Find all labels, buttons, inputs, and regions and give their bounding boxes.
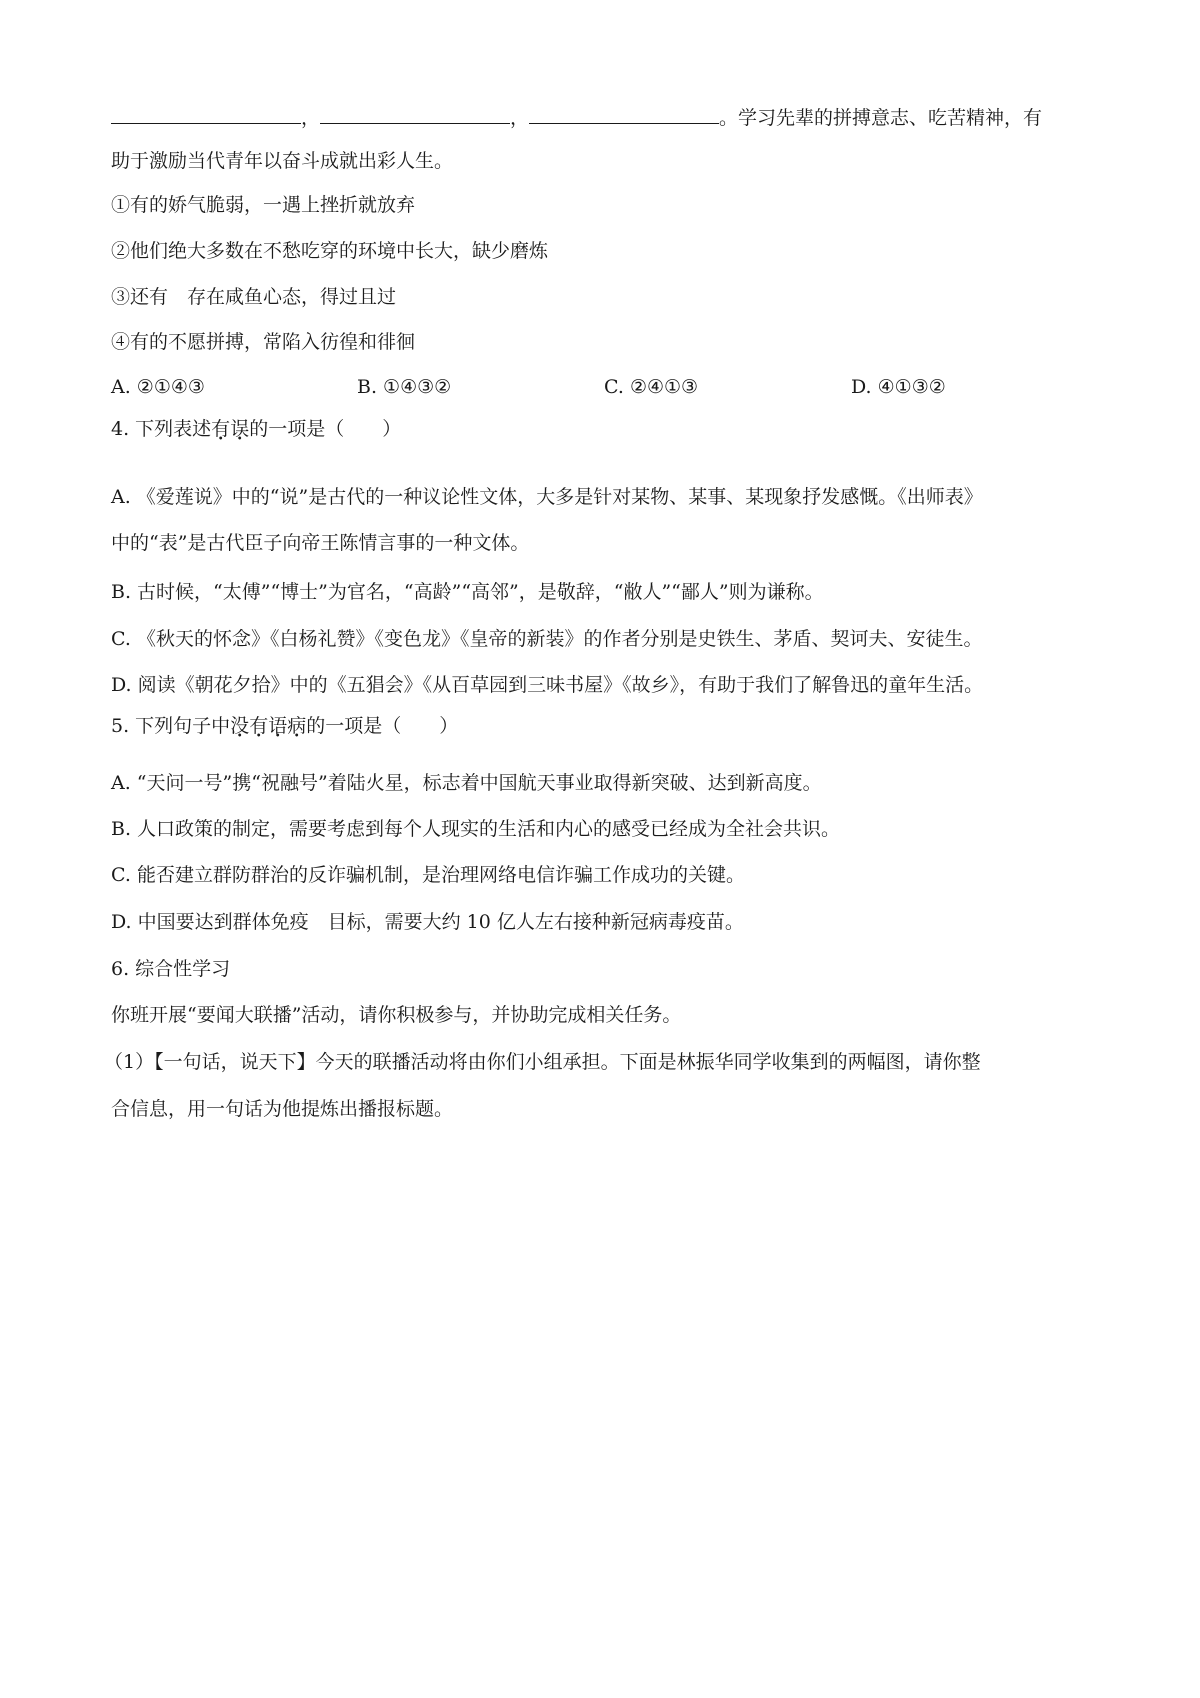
q6-title: 6. 综合性学习 <box>111 958 231 980</box>
q3-option-c[interactable]: C. ②④①③ <box>604 376 699 398</box>
q3-item-3: ③还有 存在咸鱼心态，得过且过 <box>111 286 397 308</box>
q4-option-c[interactable]: C. 《秋天的怀念》《白杨礼赞》《变色龙》《皇帝的新装》的作者分别是史铁生、茅盾、契诃夫、安徒生。 <box>111 628 983 650</box>
q3-option-a[interactable]: A. ②①④③ <box>111 376 205 398</box>
q3-option-d[interactable]: D. ④①③② <box>851 376 946 398</box>
q6-subtask-1-line1: （1）【一句话，说天下】今天的联播活动将由你们小组承担。下面是林振华同学收集到的两幅图，请你整 <box>104 1051 981 1073</box>
q4-option-a-line1[interactable]: A. 《爱莲说》中的“说”是古代的一种议论性文体，大多是针对某物、某事、某现象抒发感慨。《出师表》 <box>111 486 983 508</box>
emphasis-char: 有 <box>249 715 269 737</box>
emphasis-char: 没 <box>230 715 250 737</box>
q4-stem <box>111 416 401 442</box>
q3-item-2: ②他们绝大多数在不愁吃穿的环境中长大，缺少磨炼 <box>111 240 549 262</box>
q4-stem-prefix: 4. 下列表述 <box>111 418 212 440</box>
q4-stem-suffix: 的一项是（ ） <box>249 418 402 440</box>
q4-option-a-line2: 中的“表”是古代臣子向帝王陈情言事的一种文体。 <box>111 532 530 554</box>
q3-sentence-tail: 。学习先辈的拼搏意志、吃苦精神，有 <box>719 107 1043 129</box>
q3-option-b[interactable]: B. ①④③② <box>357 376 452 398</box>
q5-stem-suffix: 的一项是（ ） <box>306 715 459 737</box>
emphasis-char: 语 <box>268 715 288 737</box>
q3-sentence-line2: 助于激励当代青年以奋斗成就出彩人生。 <box>111 150 454 172</box>
blank-separator: ， <box>510 107 530 129</box>
answer-blank-1[interactable] <box>111 103 301 124</box>
q5-stem-prefix: 5. 下列句子中 <box>111 715 231 737</box>
q5-stem <box>111 713 458 739</box>
q4-option-d[interactable]: D. 阅读《朝花夕拾》中的《五猖会》《从百草园到三味书屋》《故乡》，有助于我们了解鲁迅的童年生活。 <box>111 674 984 696</box>
emphasis-char: 误 <box>230 418 250 440</box>
answer-blank-2[interactable] <box>320 103 510 124</box>
q3-item-4: ④有的不愿拼搏，常陷入彷徨和徘徊 <box>111 331 416 353</box>
q6-intro: 你班开展“要闻大联播”活动，请你积极参与，并协助完成相关任务。 <box>111 1004 682 1026</box>
emphasis-char: 病 <box>287 715 307 737</box>
q5-option-a[interactable]: A. “天问一号”携“祝融号”着陆火星，标志着中国航天事业取得新突破、达到新高度。 <box>111 772 822 794</box>
emphasis-char: 有 <box>211 418 231 440</box>
q3-item-1: ①有的娇气脆弱，一遇上挫折就放弃 <box>111 194 416 216</box>
q6-subtask-1-line2: 合信息，用一句话为他提炼出播报标题。 <box>111 1098 454 1120</box>
answer-blank-3[interactable] <box>529 103 719 124</box>
q5-option-c[interactable]: C. 能否建立群防群治的反诈骗机制，是治理网络电信诈骗工作成功的关键。 <box>111 864 745 886</box>
blank-separator: ， <box>301 107 321 129</box>
q5-option-d[interactable]: D. 中国要达到群体免疫 目标，需要大约 10 亿人左右接种新冠病毒疫苗。 <box>111 911 744 933</box>
q4-option-b[interactable]: B. 古时候，“太傅”“博士”为官名，“高龄”“高邻”，是敬辞，“敝人”“鄙人”则为谦称。 <box>111 581 824 603</box>
q5-option-b[interactable]: B. 人口政策的制定，需要考虑到每个人现实的生活和内心的感受已经成为全社会共识。 <box>111 818 841 840</box>
q3-blanks-line <box>111 103 1042 131</box>
